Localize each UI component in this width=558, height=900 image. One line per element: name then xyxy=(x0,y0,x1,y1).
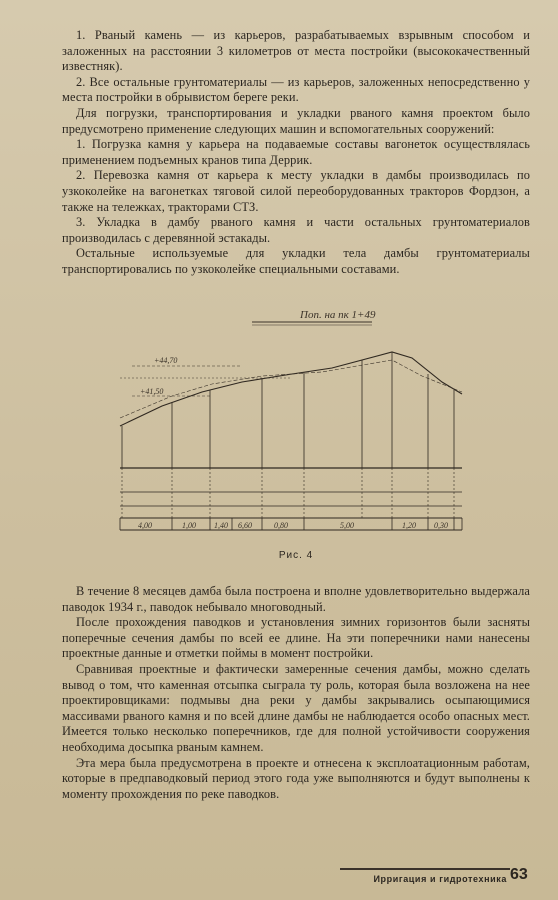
page-number: 63 xyxy=(510,866,528,883)
distance-label: 1,40 xyxy=(214,521,228,530)
paragraph: Сравнивая проектные и фактически замеренные сечения дамбы, можно сделать вывод о том, что каменная отсыпка сыграла ту роль, которая была возложена на нее проектировщиками: подмывы дна реки у дамбы закрывались осыпающимися массивами рваного камня и по всей длине дамбы не наблюдается особо опасных мест. Имеется только несколько поперечников, где для полной устойчивости сооружения необходима досыпка рваным камнем. xyxy=(62,661,530,754)
distance-label: 0,30 xyxy=(434,521,448,530)
paragraph: 1. Погрузка камня у карьера на подаваемые составы вагонеток осуществлялась применением подъемных кранов типа Деррик. xyxy=(62,137,530,167)
paragraph: 2. Перевозка камня от карьера к месту укладки в дамбы производилась по узкоколейке на вагонетках тяговой силой переоборудованных тракторов Фордзон, а также на тележках, тракторами СТЗ. xyxy=(62,168,530,214)
paragraph: 3. Укладка в дамбу рваного камня и части остальных грунтоматериалов производилась с деревянной эстакады. xyxy=(62,215,530,245)
footer-rule xyxy=(340,868,510,870)
figure-caption: Рис. 4 xyxy=(278,550,314,561)
paragraph: Эта мера была предусмотрена в проекте и отнесена к эксплоатационным работам, которые в предпаводковый период этого года уже выполняются и будут выполнены к моменту прохождения по реке паводков. xyxy=(62,755,530,801)
figure xyxy=(62,296,530,566)
distance-label: 6,60 xyxy=(238,521,252,530)
level-label: +41,50 xyxy=(140,387,164,396)
bottom-text-block xyxy=(62,584,530,802)
figure-title: Поп. на пк 1+49 xyxy=(300,309,376,321)
paragraph: Для погрузки, транспортирования и укладки рваного камня проектом было предусмотрено применение следующих машин и вспомогательных сооружений: xyxy=(62,105,530,136)
paragraph: 2. Все остальные грунтоматериалы — из карьеров, заложенных непосредственно у места постройки в обрывистом береге реки. xyxy=(62,74,530,105)
distance-label: 1,20 xyxy=(402,521,416,530)
grid-ticks xyxy=(122,468,454,518)
level-label: +44,70 xyxy=(154,356,178,365)
distance-label: 1,00 xyxy=(182,521,196,530)
top-text-block xyxy=(62,28,530,278)
paragraph: В течение 8 месяцев дамба была построена и вполне удовлетворительно выдержала паводок 1934 г., паводок небывало многоводный. xyxy=(62,584,530,614)
paragraph: 1. Рваный камень — из карьеров, разрабатываемых взрывным способом и заложенных на расстоянии 3 километров от места постройки (высококачественный известняк). xyxy=(62,28,530,74)
ordinate-lines xyxy=(122,352,454,468)
paragraph: После прохождения паводков и установления зимних горизонтов были засняты поперечные сечения дамбы по всей ее длине. На эти поперечники нами нанесены проектные данные и отметки поймы в момент постройки. xyxy=(62,615,530,661)
journal-title: Ирригация и гидротехника xyxy=(373,874,507,884)
design-profile-line xyxy=(120,360,462,418)
distance-label: 0,80 xyxy=(274,521,288,530)
cross-section-drawing xyxy=(62,296,530,546)
distance-label: 5,00 xyxy=(340,521,354,530)
paragraph: Остальные используемые для укладки тела дамбы грунтоматериалы транспортировались по узкоколейке специальными составами. xyxy=(62,246,530,276)
distance-label: 4,00 xyxy=(138,521,152,530)
